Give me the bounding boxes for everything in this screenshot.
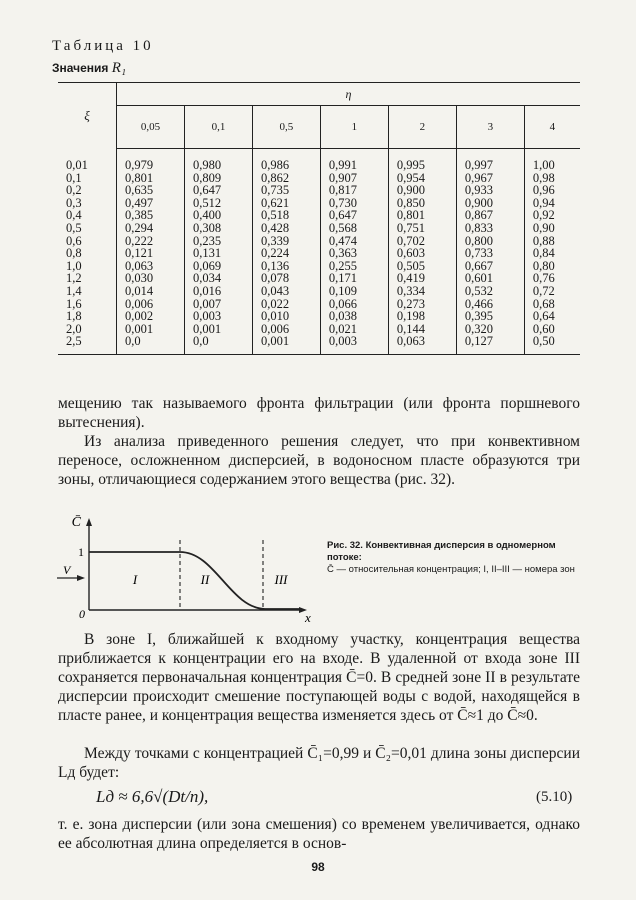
table-cell: 0,986 — [252, 149, 320, 172]
eta-column-header: 3 — [456, 106, 524, 149]
table-cell: 0,007 — [184, 298, 252, 311]
flow-arrow-head — [77, 575, 85, 581]
eta-column-header: 2 — [388, 106, 456, 149]
table-cell: 0,568 — [320, 222, 388, 235]
paragraph-1: мещению так называемого фронта фильтрации (или фронта поршневого вытеснения). — [58, 395, 580, 431]
origin-label: 0 — [79, 607, 85, 621]
table-cell: 0,121 — [117, 247, 185, 260]
table-cell: 0,078 — [252, 272, 320, 285]
table-cell: 0,010 — [252, 310, 320, 323]
table-cell: 0,136 — [252, 260, 320, 273]
table-cell: 0,001 — [117, 323, 185, 336]
table-cell: 0,0 — [184, 335, 252, 354]
table-subcaption — [52, 60, 126, 77]
table-cell: 0,063 — [388, 335, 456, 354]
zone-3-label: III — [274, 572, 288, 587]
eta-header: η — [117, 83, 581, 106]
table-cell: 0,395 — [456, 310, 524, 323]
table-row — [58, 335, 580, 354]
table-cell: 0,069 — [184, 260, 252, 273]
table-cell: 0,518 — [252, 209, 320, 222]
table-cell: 0,72 — [524, 285, 580, 298]
table-cell: 0,505 — [388, 260, 456, 273]
table-cell: 0,497 — [117, 197, 185, 210]
table-cell: 0,043 — [252, 285, 320, 298]
table-cell: 0,907 — [320, 172, 388, 185]
table-cell: 0,003 — [320, 335, 388, 354]
zone-1-label: I — [132, 572, 138, 587]
table-cell: 0,702 — [388, 235, 456, 248]
table-cell: 0,647 — [184, 184, 252, 197]
one-label: 1 — [78, 545, 84, 559]
table-cell: 0,68 — [524, 298, 580, 311]
table-cell: 0,308 — [184, 222, 252, 235]
table-cell: 0,621 — [252, 197, 320, 210]
table-cell: 0,016 — [184, 285, 252, 298]
table-cell: 0,006 — [117, 298, 185, 311]
table-cell: 0,022 — [252, 298, 320, 311]
x-axis-label: x — [305, 610, 311, 622]
paragraph-2: Из анализа приведенного решения следует, что при конвективном переносе, осложненном дисперсией, в водоносном пласте образуются три зоны, отличающиеся содержанием этого вещества (рис. 32). — [58, 433, 580, 488]
table-cell: 0,809 — [184, 172, 252, 185]
xi-value: 0,01 — [66, 157, 88, 172]
table-cell: 0,428 — [252, 222, 320, 235]
xi-header: ξ — [58, 83, 117, 149]
table-cell: 0,64 — [524, 310, 580, 323]
table-cell: 0,801 — [117, 172, 185, 185]
values-table — [58, 82, 580, 355]
table-cell: 0,76 — [524, 272, 580, 285]
table-cell: 0,88 — [524, 235, 580, 248]
table-cell: 1,00 — [524, 149, 580, 172]
xi-value: 1,8 — [66, 309, 82, 324]
figure-caption-title: Рис. 32. Конвективная дисперсия в одномерном потоке: — [327, 540, 556, 563]
table-cell: 0,002 — [117, 310, 185, 323]
table-cell: 0,900 — [456, 197, 524, 210]
xi-value: 1,0 — [66, 258, 82, 273]
table-cell: 0,647 — [320, 209, 388, 222]
table-cell: 0,979 — [117, 149, 185, 172]
table-cell: 0,667 — [456, 260, 524, 273]
table-cell: 0,817 — [320, 184, 388, 197]
y-axis-label: C̄ — [71, 515, 81, 530]
table-cell: 0,601 — [456, 272, 524, 285]
xi-value: 0,5 — [66, 220, 82, 235]
table-row — [58, 184, 580, 197]
table-cell: 0,991 — [320, 149, 388, 172]
paragraph-3: В зоне I, ближайшей к входному участку, концентрация вещества приближается к концентрации его на входе. В удаленной от входа зоне III сохраняется первоначальная концентрация C̄=0. В средней зоне II в результате дисперсии происходит смешение поступающей воды с водой, находящейся в пласте ранее, и концентрация вещества изменяется здесь от C̄≈1 до C̄≈0. — [58, 631, 580, 724]
table-cell: 0,255 — [320, 260, 388, 273]
table-row — [58, 222, 580, 235]
xi-value: 0,1 — [66, 170, 82, 185]
table-cell: 0,363 — [320, 247, 388, 260]
table-cell: 0,60 — [524, 323, 580, 336]
table-cell: 0,038 — [320, 310, 388, 323]
table-cell: 0,92 — [524, 209, 580, 222]
table-cell: 0,171 — [320, 272, 388, 285]
table-cell: 0,98 — [524, 172, 580, 185]
table-cell: 0,867 — [456, 209, 524, 222]
xi-value: 0,3 — [66, 195, 82, 210]
table-cell: 0,001 — [184, 323, 252, 336]
figure-caption — [327, 540, 582, 576]
formula: Lд ≈ 6,6√(Dt/n), — [96, 787, 209, 806]
table-cell: 0,967 — [456, 172, 524, 185]
table-subcaption-symbol: R₁ — [111, 60, 127, 76]
table-cell: 0,339 — [252, 235, 320, 248]
xi-value: 2,0 — [66, 321, 82, 336]
table-cell: 0,144 — [388, 323, 456, 336]
table-cell: 0,066 — [320, 298, 388, 311]
table-cell: 0,030 — [117, 272, 185, 285]
eta-column-header: 0,05 — [117, 106, 185, 149]
table-cell: 0,512 — [184, 197, 252, 210]
table-row — [58, 310, 580, 323]
table-cell: 0,995 — [388, 149, 456, 172]
table-cell: 0,334 — [388, 285, 456, 298]
table-cell: 0,400 — [184, 209, 252, 222]
table-cell: 0,980 — [184, 149, 252, 172]
table-cell: 0,954 — [388, 172, 456, 185]
xi-value: 1,2 — [66, 271, 82, 286]
xi-value: 1,4 — [66, 283, 82, 298]
flow-label: V — [63, 563, 71, 577]
zone-2-label: II — [200, 572, 210, 587]
table-cell: 0,751 — [388, 222, 456, 235]
figure-caption-body: C̄ — относительная концентрация; I, II–III — номера зон — [327, 564, 575, 575]
table-cell: 0,0 — [117, 335, 185, 354]
table-cell: 0,833 — [456, 222, 524, 235]
eta-column-header: 0,1 — [184, 106, 252, 149]
table-cell: 0,127 — [456, 335, 524, 354]
table-cell: 0,003 — [184, 310, 252, 323]
table-row — [58, 285, 580, 298]
table-cell: 0,198 — [388, 310, 456, 323]
table-cell: 0,001 — [252, 335, 320, 354]
table-cell: 0,273 — [388, 298, 456, 311]
table-cell: 0,800 — [456, 235, 524, 248]
paragraph-5: т. е. зона дисперсии (или зона смешения) со временем увеличивается, однако ее абсолютная длина определяется в основ- — [58, 816, 580, 852]
concentration-curve — [89, 552, 301, 609]
table-cell: 0,014 — [117, 285, 185, 298]
eta-column-header: 4 — [524, 106, 580, 149]
table-cell: 0,235 — [184, 235, 252, 248]
xi-value: 2,5 — [58, 335, 117, 354]
xi-value: 1,6 — [66, 296, 82, 311]
table-cell: 0,294 — [117, 222, 185, 235]
eta-column-header: 1 — [320, 106, 388, 149]
table-cell: 0,385 — [117, 209, 185, 222]
page-number: 98 — [311, 860, 325, 874]
table-cell: 0,50 — [524, 335, 580, 354]
table-cell: 0,733 — [456, 247, 524, 260]
eta-column-header: 0,5 — [252, 106, 320, 149]
table-caption: Таблица 10 — [52, 38, 154, 54]
table-cell: 0,801 — [388, 209, 456, 222]
concentration-diagram — [55, 512, 325, 622]
xi-value: 0,6 — [66, 233, 82, 248]
table-cell: 0,320 — [456, 323, 524, 336]
table-cell: 0,635 — [117, 184, 185, 197]
table-cell: 0,532 — [456, 285, 524, 298]
table-cell: 0,900 — [388, 184, 456, 197]
table-row — [58, 247, 580, 260]
xi-value: 0,8 — [66, 246, 82, 261]
table-cell: 0,021 — [320, 323, 388, 336]
formula-number: (5.10) — [536, 789, 573, 805]
table-cell: 0,474 — [320, 235, 388, 248]
table-cell: 0,109 — [320, 285, 388, 298]
table-cell: 0,933 — [456, 184, 524, 197]
table-cell: 0,730 — [320, 197, 388, 210]
table-cell: 0,419 — [388, 272, 456, 285]
xi-value: 0,2 — [66, 183, 82, 198]
table-row — [58, 149, 580, 172]
table-cell: 0,850 — [388, 197, 456, 210]
table-cell: 0,96 — [524, 184, 580, 197]
table-subcaption-text: Значения — [52, 61, 109, 75]
table-cell: 0,466 — [456, 298, 524, 311]
table-cell: 0,006 — [252, 323, 320, 336]
table-cell: 0,034 — [184, 272, 252, 285]
table-cell: 0,603 — [388, 247, 456, 260]
table-cell: 0,063 — [117, 260, 185, 273]
table-cell: 0,131 — [184, 247, 252, 260]
table-cell: 0,94 — [524, 197, 580, 210]
table-cell: 0,80 — [524, 260, 580, 273]
xi-value: 0,4 — [66, 208, 82, 223]
table-cell: 0,997 — [456, 149, 524, 172]
paragraph-4: Между точками с концентрацией C̄₁=0,99 и C̄₂=0,01 длина зоны дисперсии Lд будет: — [58, 745, 580, 781]
table-cell: 0,84 — [524, 247, 580, 260]
table-cell: 0,224 — [252, 247, 320, 260]
y-axis-arrow — [86, 518, 92, 526]
table-cell: 0,222 — [117, 235, 185, 248]
table-cell: 0,862 — [252, 172, 320, 185]
table-cell: 0,735 — [252, 184, 320, 197]
table-cell: 0,90 — [524, 222, 580, 235]
